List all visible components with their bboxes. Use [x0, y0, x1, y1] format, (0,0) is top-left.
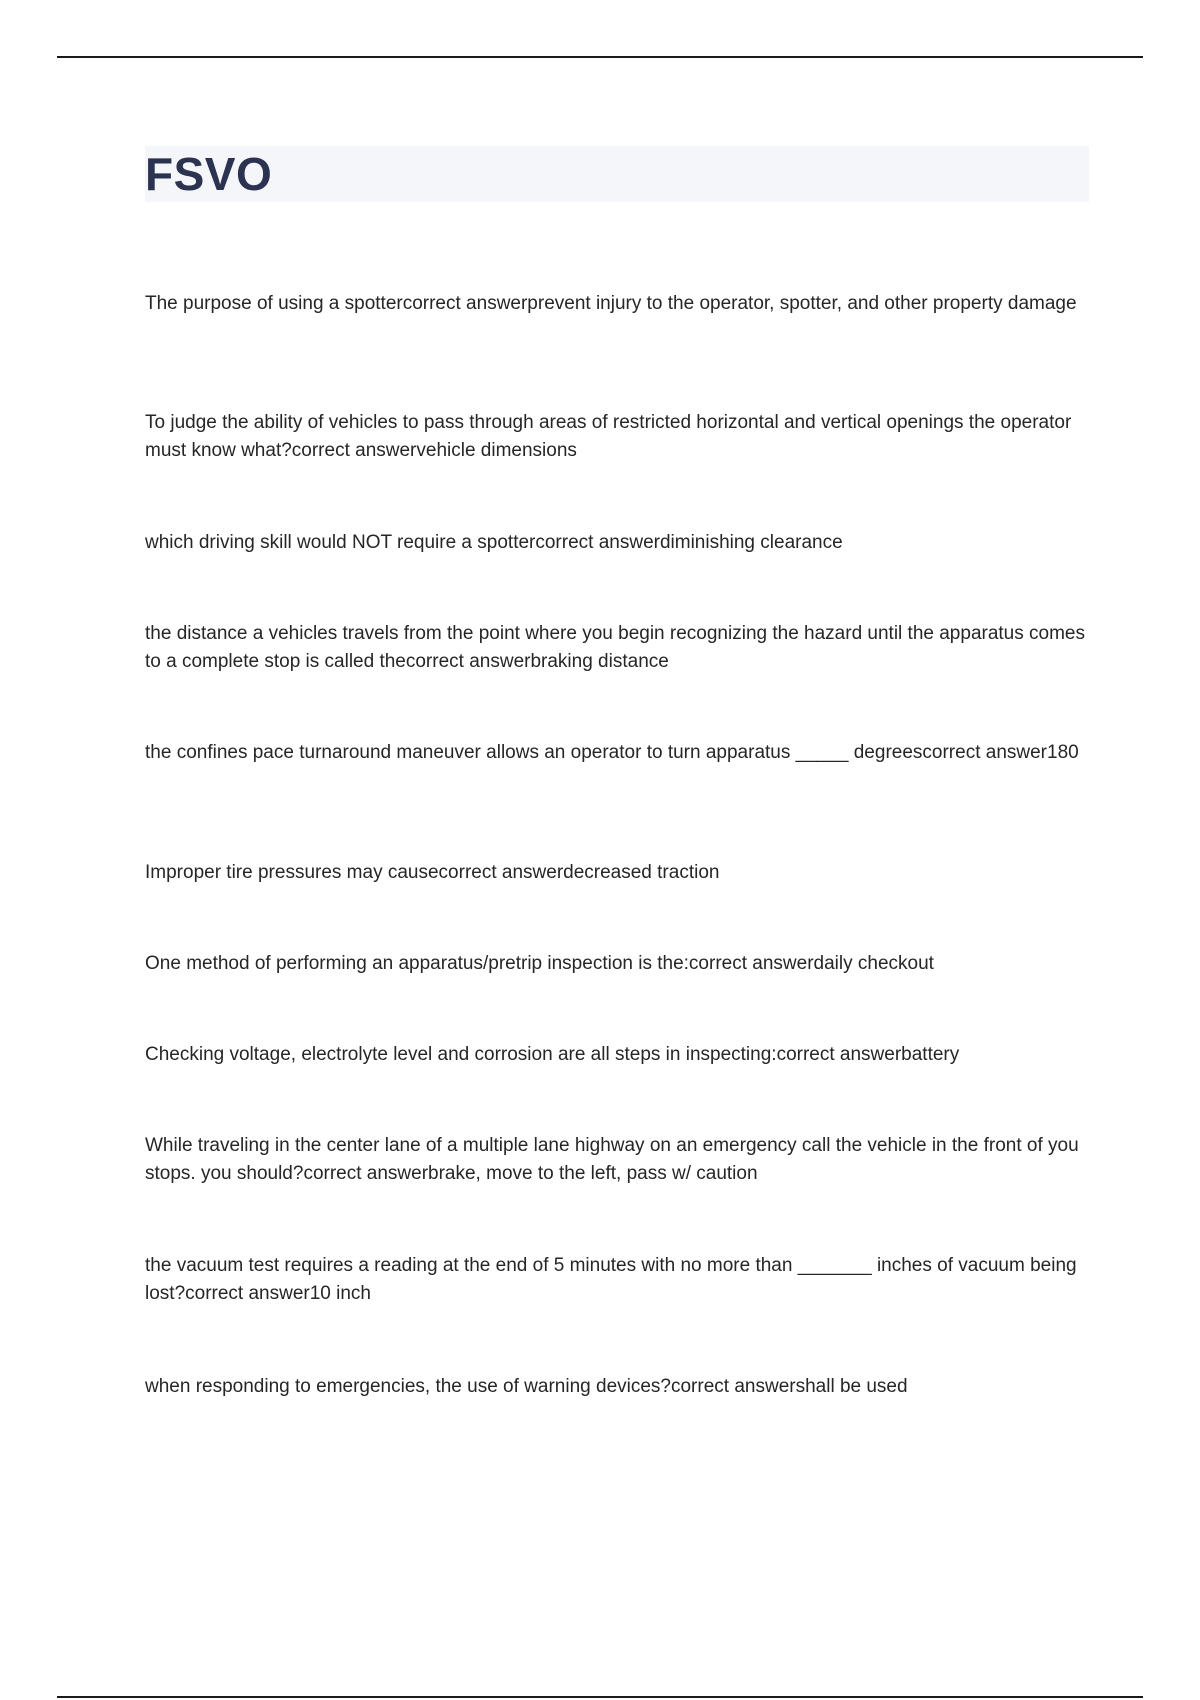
qa-item-6: Improper tire pressures may causecorrect answerdecreased traction	[145, 862, 720, 883]
qa-item-3: which driving skill would NOT require a spottercorrect answerdiminishing clearance	[145, 532, 843, 553]
qa-item-4: the distance a vehicles travels from the point where you begin recognizing the hazard until the apparatus comes to a complete stop is called thecorrect answerbraking distance	[145, 623, 1085, 672]
qa-item-1: The purpose of using a spottercorrect answerprevent injury to the operator, spotter, and other property damage	[145, 293, 1077, 314]
qa-item-7: One method of performing an apparatus/pretrip inspection is the:correct answerdaily checkout	[145, 953, 934, 974]
qa-item-5: the confines pace turnaround maneuver allows an operator to turn apparatus _____ degreescorrect answer180	[145, 742, 1079, 763]
top-rule	[57, 56, 1143, 58]
qa-item-11: when responding to emergencies, the use of warning devices?correct answershall be used	[145, 1376, 908, 1397]
document-title: FSVO	[145, 148, 273, 200]
title-banner	[145, 146, 1089, 202]
qa-item-10: the vacuum test requires a reading at the end of 5 minutes with no more than _______ inches of vacuum being lost?correct answer10 inch	[145, 1255, 1077, 1304]
qa-item-9: While traveling in the center lane of a multiple lane highway on an emergency call the vehicle in the front of you stops. you should?correct answerbrake, move to the left, pass w/ caution	[145, 1135, 1079, 1184]
qa-item-8: Checking voltage, electrolyte level and corrosion are all steps in inspecting:correct answerbattery	[145, 1044, 960, 1065]
qa-item-2: To judge the ability of vehicles to pass through areas of restricted horizontal and vertical openings the operator must know what?correct answervehicle dimensions	[145, 412, 1072, 461]
bottom-rule	[57, 1696, 1143, 1698]
